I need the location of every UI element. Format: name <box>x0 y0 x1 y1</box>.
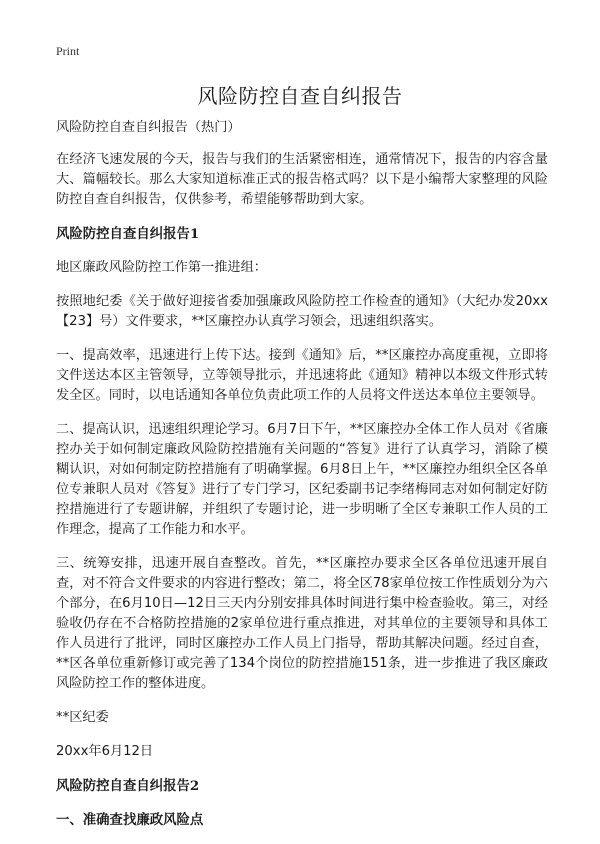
section-heading-2: 风险防控自查自纠报告2 <box>56 778 200 794</box>
section-subheading: 一、准确查找廉政风险点 <box>56 812 204 828</box>
body-paragraph-4: 三、统筹安排，迅速开展自查整改。首先，**区廉控办要求全区各单位迅速开展自查，对不符合文件要求的内容进行整改；第二，将全区78家单位按工作性质划分为六个部分，在6月10日—12日三天内分别安排具体时间进行集中检查验收。第三，对经验收仍存在不合格防控措施的2家单位进行重点推进，对其单位的主要领导和具体工作人员进行了批评，同时区廉控办工作人员上门指导，帮助其解决问题。经过自查，**区各单位重新修订或完善了134个岗位的防控措施151条，进一步推进了我区廉政风险防控工作的整体进度。 <box>56 556 548 691</box>
date-line: 20xx年6月12日 <box>56 744 154 759</box>
greeting-line: 地区廉政风险防控工作第一推进组： <box>56 260 267 275</box>
document-subtitle: 风险防控自查自纠报告（热门） <box>56 120 241 135</box>
signature-line: **区纪委 <box>56 710 109 725</box>
body-paragraph-1: 按照地纪委《关于做好迎接省委加强廉政风险防控工作检查的通知》（大纪办发20xx【23】号）文件要求，**区廉控办认真学习领会，迅速组织落实。 <box>56 294 548 329</box>
page-title: 风险防控自查自纠报告 <box>197 84 403 108</box>
section-heading-1: 风险防控自查自纠报告1 <box>56 226 200 242</box>
body-paragraph-2: 一、提高效率，迅速进行上传下达。接到《通知》后，**区廉控办高度重视，立即将文件送达本区主管领导，立等领导批示，并迅速将此《通知》精神以本级文件形式转发全区。同时，以电话通知各单位负责此项工作的人员将文件送达本单位主要领导。 <box>56 348 548 403</box>
body-paragraph-3: 二、提高认识，迅速组织理论学习。6月7日下午，**区廉控办全体工作人员对《省廉控办关于如何制定廉政风险防控措施有关问题的“答复》进行了认真学习，消除了模糊认识，对如何制定防控措施有了明确掌握。6月8日上午，**区廉控办组织全区各单位专兼职人员对《答复》进行了专门学习，区纪委副书记李绪梅同志对如何制定好防控措施进行了专题讲解，并组织了专题讨论，进一步明晰了全区专兼职工作人员的工作理念，提高了工作能力和水平。 <box>56 422 548 537</box>
intro-paragraph: 在经济飞速发展的今天，报告与我们的生活紧密相连，通常情况下，报告的内容含量大、篇幅较长。那么大家知道标准正式的报告格式吗？以下是小编帮大家整理的风险防控自查自纠报告，仅供参考，希望能够帮助到大家。 <box>56 152 548 207</box>
print-link[interactable]: Print <box>56 44 80 58</box>
document-body <box>56 118 548 844</box>
